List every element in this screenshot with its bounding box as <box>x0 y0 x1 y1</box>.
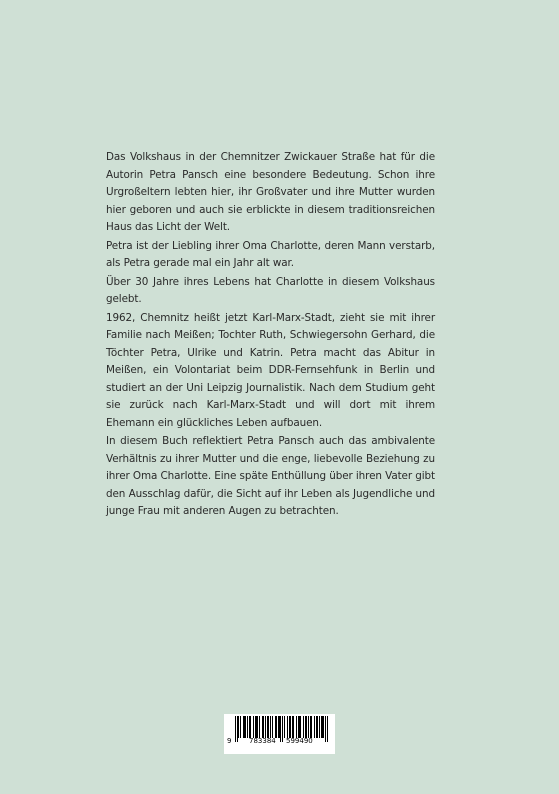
back-cover-blurb <box>106 149 435 522</box>
paragraph-2: Petra ist der Liebling ihrer Oma Charlotte, deren Mann verstarb, als Petra gerade mal ein Jahr alt war. <box>106 239 435 269</box>
barcode-bar <box>303 716 304 738</box>
barcode-bar <box>306 716 307 738</box>
barcode-bar <box>299 716 300 738</box>
paragraph-3: Über 30 Jahre ihres Lebens hat Charlotte in diesem Volkshaus gelebt. <box>106 275 435 305</box>
barcode-bar <box>290 716 291 738</box>
barcode-bar <box>272 716 273 738</box>
barcode-bar <box>287 716 288 738</box>
isbn-barcode <box>224 714 335 754</box>
barcode-bar <box>314 716 315 738</box>
barcode-bar <box>278 716 279 738</box>
paragraph-5: In diesem Buch reflektiert Petra Pansch auch das ambivalente Verhältnis zu ihrer Mutter und die enge, liebevolle Beziehung zu ihrer Oma Charlotte. Eine späte Enthüllung über ihren Vater gibt den Ausschlag dafür, die Sicht auf ihr Leben als Jugendliche und junge Frau mit anderen Augen zu betrachten. <box>106 435 435 517</box>
barcode-bar <box>321 716 322 738</box>
barcode-bar <box>268 716 269 738</box>
barcode-bar <box>298 716 299 738</box>
barcode-bar <box>240 716 241 738</box>
barcode-bar <box>319 716 320 738</box>
barcode-bar <box>323 716 324 738</box>
barcode-bar <box>300 716 301 738</box>
barcode-bar <box>293 716 294 738</box>
barcode-bar <box>270 716 271 738</box>
barcode-bar <box>247 716 248 738</box>
barcode-bar <box>292 716 293 738</box>
barcode-bar <box>245 716 246 738</box>
barcode-bar <box>238 716 239 738</box>
barcode-bar <box>305 716 306 738</box>
paragraph-4: 1962, Chemnitz heißt jetzt Karl-Marx-Stadt, zieht sie mit ihrer Familie nach Meißen; Tochter Ruth, Schwiegersohn Gerhard, die Töchter Petra, Ulrike und Katrin. Petra macht das Abitur in Meißen, ein Volontariat beim DDR-Fernsehfunk in Berlin und studiert an der Uni Leipzig Journalistik. Nach dem Studium geht sie zurück nach Karl-Marx-Stadt und will dort mit ihrem Ehemann ein glückliches Leben aufbauen. <box>106 311 435 429</box>
barcode-bar <box>284 716 285 738</box>
barcode-bar <box>322 716 323 738</box>
barcode-bar <box>262 716 263 738</box>
barcode-group-right: 599490 <box>286 737 313 745</box>
barcode-bar <box>289 716 290 738</box>
barcode-bar <box>255 716 256 738</box>
barcode-bar <box>317 716 318 738</box>
barcode-digit-first: 9 <box>227 737 232 745</box>
barcode-bar <box>257 716 258 738</box>
barcode-bar <box>265 716 266 738</box>
barcode-bar <box>276 716 277 738</box>
barcode-bar <box>279 716 280 738</box>
barcode-digits <box>224 737 335 749</box>
barcode-bar <box>244 716 245 738</box>
barcode-bar <box>256 716 257 738</box>
barcode-bar <box>249 716 250 738</box>
barcode-bar <box>310 716 311 738</box>
barcode-bar <box>296 716 297 738</box>
barcode-bar <box>308 716 309 738</box>
barcode-bar <box>263 716 264 738</box>
barcode-bar <box>253 716 254 738</box>
barcode-bar <box>311 716 312 738</box>
paragraph-1: Das Volkshaus in der Chemnitzer Zwickauer Straße hat für die Autorin Petra Pansch eine besondere Bedeutung. Schon ihre Urgroßeltern lebten hier, ihr Großvater und ihre Mutter wurden hier geboren und auch sie erblickte in diesem traditionsreichen Haus das Licht der Welt. <box>106 151 435 233</box>
barcode-bar <box>259 716 260 738</box>
barcode-bar <box>267 716 268 738</box>
barcode-bar <box>250 716 251 738</box>
barcode-group-left: 783384 <box>249 737 276 745</box>
barcode-bar <box>275 716 276 738</box>
barcode-bar <box>316 716 317 738</box>
barcode-bar <box>243 716 244 738</box>
